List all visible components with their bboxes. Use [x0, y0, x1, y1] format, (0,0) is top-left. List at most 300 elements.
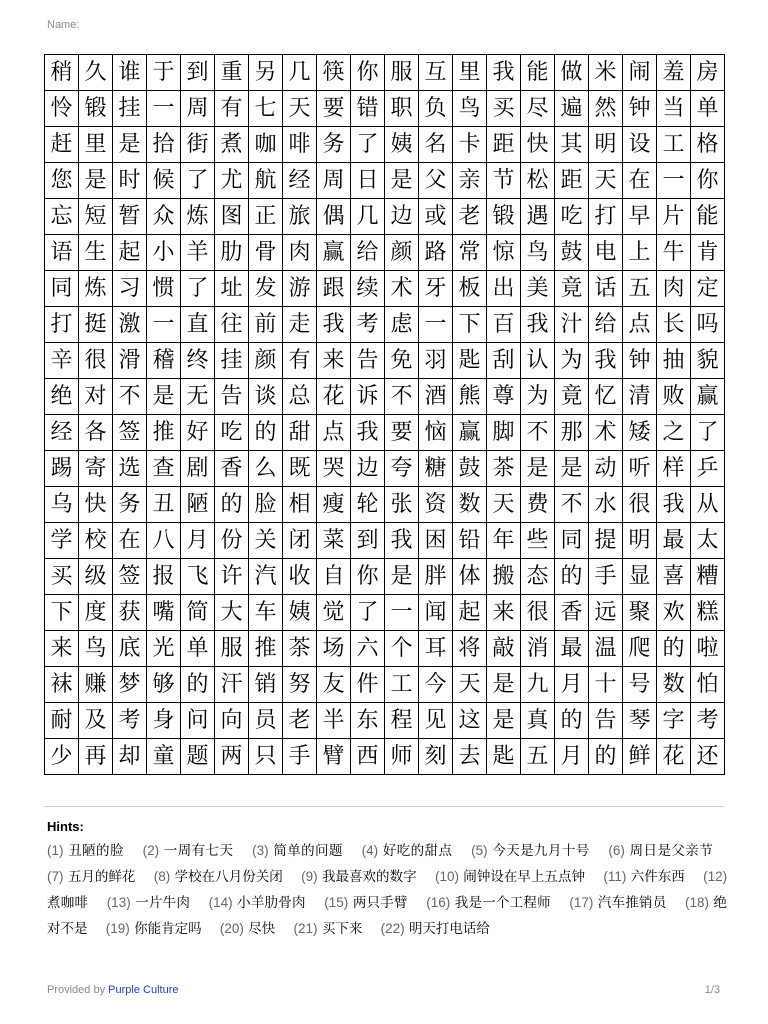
grid-cell[interactable]: 工 [657, 127, 691, 163]
grid-cell[interactable]: 竟 [555, 379, 589, 415]
grid-cell[interactable]: 节 [487, 163, 521, 199]
grid-cell[interactable]: 聚 [623, 595, 657, 631]
grid-cell[interactable]: 只 [249, 739, 283, 775]
grid-cell[interactable]: 鸟 [453, 91, 487, 127]
grid-cell[interactable]: 喜 [657, 559, 691, 595]
grid-cell[interactable]: 香 [215, 451, 249, 487]
grid-cell[interactable]: 语 [45, 235, 79, 271]
grid-cell[interactable]: 嘴 [147, 595, 181, 631]
grid-cell[interactable]: 太 [691, 523, 725, 559]
grid-cell[interactable]: 正 [249, 199, 283, 235]
grid-cell[interactable]: 跟 [317, 271, 351, 307]
grid-cell[interactable]: 生 [79, 235, 113, 271]
grid-cell[interactable]: 是 [385, 559, 419, 595]
grid-cell[interactable]: 里 [453, 55, 487, 91]
grid-cell[interactable]: 关 [249, 523, 283, 559]
grid-cell[interactable]: 惯 [147, 271, 181, 307]
grid-cell[interactable]: 吃 [555, 199, 589, 235]
grid-cell[interactable]: 同 [555, 523, 589, 559]
grid-cell[interactable]: 边 [385, 199, 419, 235]
grid-cell[interactable]: 遍 [555, 91, 589, 127]
grid-cell[interactable]: 很 [623, 487, 657, 523]
grid-cell[interactable]: 天 [589, 163, 623, 199]
grid-cell[interactable]: 花 [657, 739, 691, 775]
grid-cell[interactable]: 觉 [317, 595, 351, 631]
grid-cell[interactable]: 卡 [453, 127, 487, 163]
grid-cell[interactable]: 之 [657, 415, 691, 451]
grid-cell[interactable]: 里 [79, 127, 113, 163]
grid-cell[interactable]: 是 [555, 451, 589, 487]
grid-cell[interactable]: 最 [657, 523, 691, 559]
grid-cell[interactable]: 的 [215, 487, 249, 523]
grid-cell[interactable]: 我 [385, 523, 419, 559]
grid-cell[interactable]: 水 [589, 487, 623, 523]
grid-cell[interactable]: 肋 [215, 235, 249, 271]
grid-cell[interactable]: 告 [589, 703, 623, 739]
grid-cell[interactable]: 哭 [317, 451, 351, 487]
grid-cell[interactable]: 的 [657, 631, 691, 667]
grid-cell[interactable]: 到 [351, 523, 385, 559]
grid-cell[interactable]: 距 [555, 163, 589, 199]
grid-cell[interactable]: 底 [113, 631, 147, 667]
grid-cell[interactable]: 炼 [79, 271, 113, 307]
grid-cell[interactable]: 当 [657, 91, 691, 127]
grid-cell[interactable]: 将 [453, 631, 487, 667]
grid-cell[interactable]: 一 [657, 163, 691, 199]
grid-cell[interactable]: 于 [147, 55, 181, 91]
grid-cell[interactable]: 的 [555, 703, 589, 739]
grid-cell[interactable]: 了 [181, 163, 215, 199]
grid-cell[interactable]: 轮 [351, 487, 385, 523]
grid-cell[interactable]: 五 [521, 739, 555, 775]
grid-cell[interactable]: 同 [45, 271, 79, 307]
grid-cell[interactable]: 既 [283, 451, 317, 487]
grid-cell[interactable]: 姨 [385, 127, 419, 163]
grid-cell[interactable]: 啡 [283, 127, 317, 163]
grid-cell[interactable]: 鸟 [79, 631, 113, 667]
grid-cell[interactable]: 是 [385, 163, 419, 199]
grid-cell[interactable]: 锻 [487, 199, 521, 235]
grid-cell[interactable]: 忆 [589, 379, 623, 415]
grid-cell[interactable]: 不 [113, 379, 147, 415]
grid-cell[interactable]: 松 [521, 163, 555, 199]
grid-cell[interactable]: 了 [181, 271, 215, 307]
grid-cell[interactable]: 茶 [283, 631, 317, 667]
grid-cell[interactable]: 另 [249, 55, 283, 91]
grid-cell[interactable]: 报 [147, 559, 181, 595]
grid-cell[interactable]: 点 [623, 307, 657, 343]
grid-cell[interactable]: 小 [147, 235, 181, 271]
grid-cell[interactable]: 的 [589, 739, 623, 775]
grid-cell[interactable]: 直 [181, 307, 215, 343]
grid-cell[interactable]: 不 [521, 415, 555, 451]
grid-cell[interactable]: 能 [691, 199, 725, 235]
grid-cell[interactable]: 你 [351, 55, 385, 91]
grid-cell[interactable]: 名 [419, 127, 453, 163]
grid-cell[interactable]: 鼓 [555, 235, 589, 271]
grid-cell[interactable]: 炼 [181, 199, 215, 235]
grid-cell[interactable]: 肉 [283, 235, 317, 271]
grid-cell[interactable]: 怜 [45, 91, 79, 127]
grid-cell[interactable]: 打 [45, 307, 79, 343]
grid-cell[interactable]: 久 [79, 55, 113, 91]
grid-cell[interactable]: 努 [283, 667, 317, 703]
grid-cell[interactable]: 美 [521, 271, 555, 307]
grid-cell[interactable]: 张 [385, 487, 419, 523]
grid-cell[interactable]: 米 [589, 55, 623, 91]
grid-cell[interactable]: 师 [385, 739, 419, 775]
grid-cell[interactable]: 消 [521, 631, 555, 667]
grid-cell[interactable]: 乌 [45, 487, 79, 523]
grid-cell[interactable]: 飞 [181, 559, 215, 595]
grid-cell[interactable]: 您 [45, 163, 79, 199]
grid-cell[interactable]: 尽 [521, 91, 555, 127]
grid-cell[interactable]: 天 [283, 91, 317, 127]
grid-cell[interactable]: 下 [45, 595, 79, 631]
grid-cell[interactable]: 学 [45, 523, 79, 559]
grid-cell[interactable]: 是 [79, 163, 113, 199]
grid-cell[interactable]: 几 [283, 55, 317, 91]
grid-cell[interactable]: 场 [317, 631, 351, 667]
grid-cell[interactable]: 是 [487, 667, 521, 703]
grid-cell[interactable]: 简 [181, 595, 215, 631]
grid-cell[interactable]: 互 [419, 55, 453, 91]
grid-cell[interactable]: 谈 [249, 379, 283, 415]
grid-cell[interactable]: 我 [521, 307, 555, 343]
grid-cell[interactable]: 对 [79, 379, 113, 415]
grid-cell[interactable]: 经 [45, 415, 79, 451]
grid-cell[interactable]: 不 [385, 379, 419, 415]
grid-cell[interactable]: 胖 [419, 559, 453, 595]
grid-cell[interactable]: 匙 [453, 343, 487, 379]
grid-cell[interactable]: 辛 [45, 343, 79, 379]
grid-cell[interactable]: 羽 [419, 343, 453, 379]
grid-cell[interactable]: 向 [215, 703, 249, 739]
grid-cell[interactable]: 游 [283, 271, 317, 307]
grid-cell[interactable]: 鼓 [453, 451, 487, 487]
grid-cell[interactable]: 路 [419, 235, 453, 271]
grid-cell[interactable]: 费 [521, 487, 555, 523]
grid-cell[interactable]: 那 [555, 415, 589, 451]
grid-cell[interactable]: 惊 [487, 235, 521, 271]
grid-cell[interactable]: 汁 [555, 307, 589, 343]
grid-cell[interactable]: 动 [589, 451, 623, 487]
grid-cell[interactable]: 要 [385, 415, 419, 451]
grid-cell[interactable]: 你 [691, 163, 725, 199]
grid-cell[interactable]: 我 [487, 55, 521, 91]
grid-cell[interactable]: 考 [691, 703, 725, 739]
grid-cell[interactable]: 我 [657, 487, 691, 523]
grid-cell[interactable]: 数 [657, 667, 691, 703]
grid-cell[interactable]: 手 [589, 559, 623, 595]
grid-cell[interactable]: 很 [521, 595, 555, 631]
grid-cell[interactable]: 明 [623, 523, 657, 559]
grid-cell[interactable]: 许 [215, 559, 249, 595]
grid-cell[interactable]: 一 [147, 307, 181, 343]
grid-cell[interactable]: 提 [589, 523, 623, 559]
grid-cell[interactable]: 是 [521, 451, 555, 487]
grid-cell[interactable]: 给 [589, 307, 623, 343]
grid-cell[interactable]: 老 [283, 703, 317, 739]
grid-cell[interactable]: 态 [521, 559, 555, 595]
grid-cell[interactable]: 十 [589, 667, 623, 703]
grid-cell[interactable]: 赶 [45, 127, 79, 163]
grid-cell[interactable]: 推 [147, 415, 181, 451]
grid-cell[interactable]: 远 [589, 595, 623, 631]
grid-cell[interactable]: 起 [453, 595, 487, 631]
grid-cell[interactable]: 题 [181, 739, 215, 775]
grid-cell[interactable]: 度 [79, 595, 113, 631]
grid-cell[interactable]: 字 [657, 703, 691, 739]
grid-cell[interactable]: 再 [79, 739, 113, 775]
grid-cell[interactable]: 剧 [181, 451, 215, 487]
grid-cell[interactable]: 总 [283, 379, 317, 415]
grid-cell[interactable]: 下 [453, 307, 487, 343]
grid-cell[interactable]: 乒 [691, 451, 725, 487]
grid-cell[interactable]: 或 [419, 199, 453, 235]
grid-cell[interactable]: 鲜 [623, 739, 657, 775]
grid-cell[interactable]: 手 [283, 739, 317, 775]
grid-cell[interactable]: 相 [283, 487, 317, 523]
grid-cell[interactable]: 问 [181, 703, 215, 739]
grid-cell[interactable]: 些 [521, 523, 555, 559]
grid-cell[interactable]: 无 [181, 379, 215, 415]
grid-cell[interactable]: 错 [351, 91, 385, 127]
grid-cell[interactable]: 的 [181, 667, 215, 703]
grid-cell[interactable]: 耐 [45, 703, 79, 739]
grid-cell[interactable]: 然 [589, 91, 623, 127]
grid-cell[interactable]: 推 [249, 631, 283, 667]
grid-cell[interactable]: 了 [691, 415, 725, 451]
grid-cell[interactable]: 级 [79, 559, 113, 595]
grid-cell[interactable]: 一 [419, 307, 453, 343]
grid-cell[interactable]: 短 [79, 199, 113, 235]
grid-cell[interactable]: 去 [453, 739, 487, 775]
grid-cell[interactable]: 挂 [215, 343, 249, 379]
grid-cell[interactable]: 认 [521, 343, 555, 379]
grid-cell[interactable]: 爬 [623, 631, 657, 667]
grid-cell[interactable]: 告 [215, 379, 249, 415]
grid-cell[interactable]: 能 [521, 55, 555, 91]
grid-cell[interactable]: 点 [317, 415, 351, 451]
grid-cell[interactable]: 光 [147, 631, 181, 667]
grid-cell[interactable]: 赚 [79, 667, 113, 703]
grid-cell[interactable]: 一 [385, 595, 419, 631]
grid-cell[interactable]: 西 [351, 739, 385, 775]
grid-cell[interactable]: 刻 [419, 739, 453, 775]
grid-cell[interactable]: 自 [317, 559, 351, 595]
grid-cell[interactable]: 拾 [147, 127, 181, 163]
grid-cell[interactable]: 五 [623, 271, 657, 307]
grid-cell[interactable]: 员 [249, 703, 283, 739]
grid-cell[interactable]: 体 [453, 559, 487, 595]
purple-culture-link[interactable]: Purple Culture [108, 984, 179, 996]
grid-cell[interactable]: 了 [351, 127, 385, 163]
grid-cell[interactable]: 重 [215, 55, 249, 91]
grid-cell[interactable]: 困 [419, 523, 453, 559]
grid-cell[interactable]: 牙 [419, 271, 453, 307]
grid-cell[interactable]: 做 [555, 55, 589, 91]
grid-cell[interactable]: 尊 [487, 379, 521, 415]
grid-cell[interactable]: 亲 [453, 163, 487, 199]
grid-cell[interactable]: 走 [283, 307, 317, 343]
grid-cell[interactable]: 考 [113, 703, 147, 739]
grid-cell[interactable]: 众 [147, 199, 181, 235]
grid-cell[interactable]: 赢 [453, 415, 487, 451]
grid-cell[interactable]: 务 [317, 127, 351, 163]
grid-cell[interactable]: 菜 [317, 523, 351, 559]
grid-cell[interactable]: 其 [555, 127, 589, 163]
grid-cell[interactable]: 件 [351, 667, 385, 703]
grid-cell[interactable]: 单 [181, 631, 215, 667]
grid-cell[interactable]: 梦 [113, 667, 147, 703]
grid-cell[interactable]: 恼 [419, 415, 453, 451]
grid-cell[interactable]: 买 [45, 559, 79, 595]
grid-cell[interactable]: 稍 [45, 55, 79, 91]
grid-cell[interactable]: 羊 [181, 235, 215, 271]
grid-cell[interactable]: 显 [623, 559, 657, 595]
grid-cell[interactable]: 诉 [351, 379, 385, 415]
grid-cell[interactable]: 址 [215, 271, 249, 307]
grid-cell[interactable]: 周 [181, 91, 215, 127]
grid-cell[interactable]: 瘦 [317, 487, 351, 523]
grid-cell[interactable]: 听 [623, 451, 657, 487]
grid-cell[interactable]: 候 [147, 163, 181, 199]
grid-cell[interactable]: 童 [147, 739, 181, 775]
grid-cell[interactable]: 月 [555, 667, 589, 703]
grid-cell[interactable]: 签 [113, 559, 147, 595]
grid-cell[interactable]: 告 [351, 343, 385, 379]
grid-cell[interactable]: 东 [351, 703, 385, 739]
grid-cell[interactable]: 刮 [487, 343, 521, 379]
grid-cell[interactable]: 袜 [45, 667, 79, 703]
grid-cell[interactable]: 定 [691, 271, 725, 307]
grid-cell[interactable]: 房 [691, 55, 725, 91]
grid-cell[interactable]: 脸 [249, 487, 283, 523]
grid-cell[interactable]: 片 [657, 199, 691, 235]
grid-cell[interactable]: 是 [113, 127, 147, 163]
grid-cell[interactable]: 选 [113, 451, 147, 487]
grid-cell[interactable]: 出 [487, 271, 521, 307]
grid-cell[interactable]: 术 [385, 271, 419, 307]
grid-cell[interactable]: 姨 [283, 595, 317, 631]
grid-cell[interactable]: 踢 [45, 451, 79, 487]
grid-cell[interactable]: 习 [113, 271, 147, 307]
grid-cell[interactable]: 工 [385, 667, 419, 703]
grid-cell[interactable]: 常 [453, 235, 487, 271]
grid-cell[interactable]: 好 [181, 415, 215, 451]
grid-cell[interactable]: 为 [521, 379, 555, 415]
grid-cell[interactable]: 搬 [487, 559, 521, 595]
grid-cell[interactable]: 吗 [691, 307, 725, 343]
grid-cell[interactable]: 汗 [215, 667, 249, 703]
grid-cell[interactable]: 钟 [623, 343, 657, 379]
grid-cell[interactable]: 考 [351, 307, 385, 343]
grid-cell[interactable]: 骨 [249, 235, 283, 271]
grid-cell[interactable]: 寄 [79, 451, 113, 487]
grid-cell[interactable]: 香 [555, 595, 589, 631]
grid-cell[interactable]: 的 [555, 559, 589, 595]
grid-cell[interactable]: 及 [79, 703, 113, 739]
grid-cell[interactable]: 务 [113, 487, 147, 523]
grid-cell[interactable]: 却 [113, 739, 147, 775]
grid-cell[interactable]: 天 [487, 487, 521, 523]
grid-cell[interactable]: 怕 [691, 667, 725, 703]
grid-cell[interactable]: 有 [215, 91, 249, 127]
grid-cell[interactable]: 陋 [181, 487, 215, 523]
grid-cell[interactable]: 号 [623, 667, 657, 703]
grid-cell[interactable]: 糖 [419, 451, 453, 487]
grid-cell[interactable]: 臂 [317, 739, 351, 775]
grid-cell[interactable]: 赢 [691, 379, 725, 415]
grid-cell[interactable]: 我 [351, 415, 385, 451]
grid-cell[interactable]: 谁 [113, 55, 147, 91]
grid-cell[interactable]: 汽 [249, 559, 283, 595]
grid-cell[interactable]: 签 [113, 415, 147, 451]
grid-cell[interactable]: 两 [215, 739, 249, 775]
grid-cell[interactable]: 夸 [385, 451, 419, 487]
grid-cell[interactable]: 偶 [317, 199, 351, 235]
grid-cell[interactable]: 收 [283, 559, 317, 595]
grid-cell[interactable]: 清 [623, 379, 657, 415]
grid-cell[interactable]: 经 [283, 163, 317, 199]
grid-cell[interactable]: 的 [249, 415, 283, 451]
grid-cell[interactable]: 距 [487, 127, 521, 163]
grid-cell[interactable]: 筷 [317, 55, 351, 91]
grid-cell[interactable]: 钟 [623, 91, 657, 127]
grid-cell[interactable]: 个 [385, 631, 419, 667]
grid-cell[interactable]: 滑 [113, 343, 147, 379]
grid-cell[interactable]: 时 [113, 163, 147, 199]
grid-cell[interactable]: 耳 [419, 631, 453, 667]
grid-cell[interactable]: 激 [113, 307, 147, 343]
grid-cell[interactable]: 到 [181, 55, 215, 91]
grid-cell[interactable]: 快 [79, 487, 113, 523]
grid-cell[interactable]: 铅 [453, 523, 487, 559]
grid-cell[interactable]: 脚 [487, 415, 521, 451]
grid-cell[interactable]: 敲 [487, 631, 521, 667]
grid-cell[interactable]: 了 [351, 595, 385, 631]
grid-cell[interactable]: 我 [317, 307, 351, 343]
grid-cell[interactable]: 月 [181, 523, 215, 559]
grid-cell[interactable]: 尤 [215, 163, 249, 199]
grid-cell[interactable]: 销 [249, 667, 283, 703]
grid-cell[interactable]: 琴 [623, 703, 657, 739]
grid-cell[interactable]: 最 [555, 631, 589, 667]
grid-cell[interactable]: 熊 [453, 379, 487, 415]
grid-cell[interactable]: 吃 [215, 415, 249, 451]
grid-cell[interactable]: 要 [317, 91, 351, 127]
grid-cell[interactable]: 几 [351, 199, 385, 235]
grid-cell[interactable]: 一 [147, 91, 181, 127]
grid-cell[interactable]: 格 [691, 127, 725, 163]
grid-cell[interactable]: 资 [419, 487, 453, 523]
grid-cell[interactable]: 老 [453, 199, 487, 235]
grid-cell[interactable]: 我 [589, 343, 623, 379]
grid-cell[interactable]: 身 [147, 703, 181, 739]
grid-cell[interactable]: 续 [351, 271, 385, 307]
grid-cell[interactable]: 来 [45, 631, 79, 667]
grid-cell[interactable]: 街 [181, 127, 215, 163]
grid-cell[interactable]: 天 [453, 667, 487, 703]
grid-cell[interactable]: 来 [487, 595, 521, 631]
grid-cell[interactable]: 在 [623, 163, 657, 199]
grid-cell[interactable]: 往 [215, 307, 249, 343]
grid-cell[interactable]: 父 [419, 163, 453, 199]
grid-cell[interactable]: 话 [589, 271, 623, 307]
grid-cell[interactable]: 长 [657, 307, 691, 343]
grid-cell[interactable]: 竟 [555, 271, 589, 307]
